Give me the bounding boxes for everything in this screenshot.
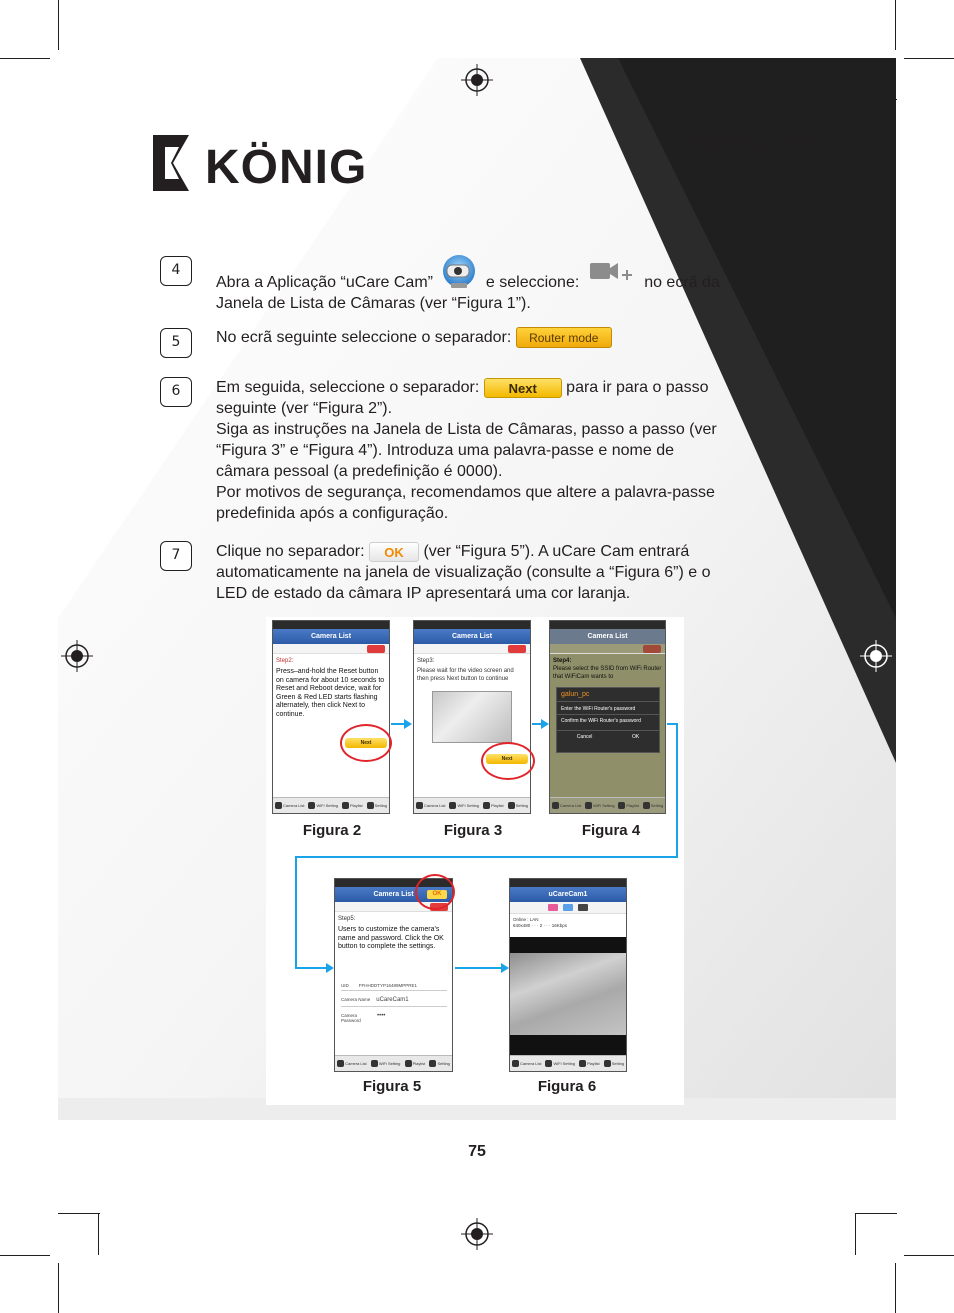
step-text-segment: (ver “Figura 5”). A uCare Cam entrará automaticamente na janela de visualização (consulte a “Figura 6”) e o LED de estado da câmara IP apresentará uma cor laranja. <box>216 543 711 602</box>
crop-mark <box>855 1213 897 1214</box>
uid-label: UID <box>341 983 349 988</box>
phone-step-label: Step2: <box>276 658 294 664</box>
ok-button-image: OK <box>369 542 419 562</box>
phone-title: uCareCam1 <box>510 887 626 902</box>
dialog-confirm: Confirm the WiFi Router's password <box>557 715 659 731</box>
add-camera-icon <box>588 259 636 289</box>
phone-instructions: Press–and-hold the Reset button on camera for about 10 seconds to Reset and Reboot device, wait for Green & Red LED starts flashing alternately, then click Next to continue. <box>276 668 385 718</box>
crop-mark <box>58 0 59 50</box>
step-6-paragraph: Siga as instruções na Janela de Lista de Câmaras, passo a passo (ver “Figura 3” e “Figura 4”). Introduza uma palavra-passe e nome de câmara pessoal (a predefinição é 0000). <box>216 421 717 480</box>
language-label: PORTUGUÊS <box>677 130 818 154</box>
figure-3-screenshot <box>413 620 531 814</box>
crop-mark <box>904 1255 954 1256</box>
crop-mark <box>58 1263 59 1313</box>
figure-4-screenshot <box>549 620 666 814</box>
step-text-segment: e seleccione: <box>485 274 580 291</box>
phone-step-label: Step3: <box>417 658 435 664</box>
step-number: 7 <box>160 541 192 571</box>
figure-5-caption: Figura 5 <box>362 1078 422 1095</box>
phone-title: Camera List <box>550 629 665 644</box>
crop-mark <box>0 58 50 59</box>
camera-name-label: Camera Name <box>341 997 371 1002</box>
step-number: 6 <box>160 377 192 407</box>
figure-2-screenshot <box>272 620 390 814</box>
stream-stats: 640x480 · · · 2 · · · 16Kbps <box>513 923 568 928</box>
phone-title: Camera List <box>273 629 389 644</box>
crop-mark <box>0 1255 50 1256</box>
figure-6-caption: Figura 6 <box>537 1078 597 1095</box>
phone-step-label: Step4: <box>553 658 572 664</box>
konig-logo <box>153 135 383 199</box>
highlight-circle <box>415 874 455 910</box>
registration-mark-icon <box>860 640 892 672</box>
phone-next-button: Next <box>486 754 528 764</box>
step-text-segment: Em seguida, seleccione o separador: <box>216 379 480 396</box>
camera-preview-image <box>432 691 512 743</box>
phone-step-label: Step5: <box>338 916 356 922</box>
dialog-prompt: Enter the WiFi Router's password <box>557 702 659 715</box>
highlight-circle <box>481 742 535 780</box>
page-number: 75 <box>468 1143 486 1160</box>
camera-settings-form <box>341 981 447 1026</box>
live-video-view <box>510 953 626 1035</box>
step-4-text <box>216 272 726 314</box>
ssid-label: galun_pc <box>557 688 659 702</box>
camera-name-value: uCareCam1 <box>376 997 409 1003</box>
step-number: 4 <box>160 256 192 286</box>
step-5-text <box>216 327 726 348</box>
phone-instructions: Users to customize the camera's name and password. Click the OK button to complete the settings. <box>338 926 444 950</box>
stream-info: Online : LAN <box>513 917 539 922</box>
figure-2-caption: Figura 2 <box>302 822 362 839</box>
dialog-ok: OK <box>631 734 640 740</box>
step-6-text <box>216 377 726 524</box>
phone-tabbar: Camera List WiFi Setting Playlist Setting <box>510 1055 626 1071</box>
step-text-segment: no ecrã da Janela de Lista de Câmaras (ver “Figura 1”). <box>216 274 720 312</box>
next-button-image: Next <box>484 378 562 398</box>
step-text-segment: No ecrã seguinte seleccione o separador: <box>216 329 512 346</box>
camera-password-label: Camera Password <box>341 1013 361 1023</box>
figure-6-screenshot <box>509 878 627 1072</box>
crop-mark <box>904 58 954 59</box>
phone-tabbar: Camera List WiFi Setting Playlist Setting <box>414 797 530 813</box>
step-text-segment: para ir para o passo seguinte (ver “Figura 2”). <box>216 379 709 417</box>
highlight-circle <box>340 724 392 762</box>
phone-ok-button: OK <box>427 890 447 899</box>
router-mode-button-image: Router mode <box>516 327 612 348</box>
brand-wordmark: KÖNIG <box>205 141 368 194</box>
step-text-segment: Clique no separador: <box>216 543 365 560</box>
dialog-cancel: Cancel <box>576 734 593 740</box>
crop-mark <box>98 1213 99 1255</box>
step-6-paragraph: Por motivos de segurança, recomendamos que altere a palavra-passe predefinida após a configuração. <box>216 484 715 522</box>
phone-instructions: Please select the SSID from WiFi Router that WiFiCam wants to <box>553 666 662 680</box>
crop-mark <box>895 0 896 50</box>
figure-3-caption: Figura 3 <box>443 822 503 839</box>
step-7-text <box>216 541 726 604</box>
phone-title: Camera List <box>414 629 530 644</box>
crop-mark <box>855 1213 856 1255</box>
step-text-segment: Abra a Aplicação “uCare Cam” <box>216 274 433 291</box>
registration-mark-icon <box>461 1218 493 1250</box>
crop-mark <box>58 1213 100 1214</box>
ucare-cam-app-icon <box>437 253 481 291</box>
phone-instructions: Please wait for the video screen and then press Next button to continue <box>417 668 514 682</box>
phone-tabbar: Camera List WiFi Setting Playlist Setting <box>273 797 389 813</box>
crop-mark <box>895 1263 896 1313</box>
camera-password-value: •••• <box>377 1013 386 1019</box>
password-dialog <box>556 687 660 753</box>
step-number: 5 <box>160 328 192 358</box>
registration-mark-icon <box>61 640 93 672</box>
phone-title: Camera List <box>335 887 452 902</box>
phone-tabbar: Camera List WiFi Setting Playlist Setting <box>550 797 665 813</box>
phone-next-button: Next <box>345 738 387 748</box>
uid-value: FFHHDDTYP16489MPPRE1 <box>358 983 418 988</box>
figure-4-caption: Figura 4 <box>581 822 641 839</box>
phone-tabbar: Camera List WiFi Setting Playlist Setting <box>335 1055 452 1071</box>
registration-mark-icon <box>461 64 493 96</box>
